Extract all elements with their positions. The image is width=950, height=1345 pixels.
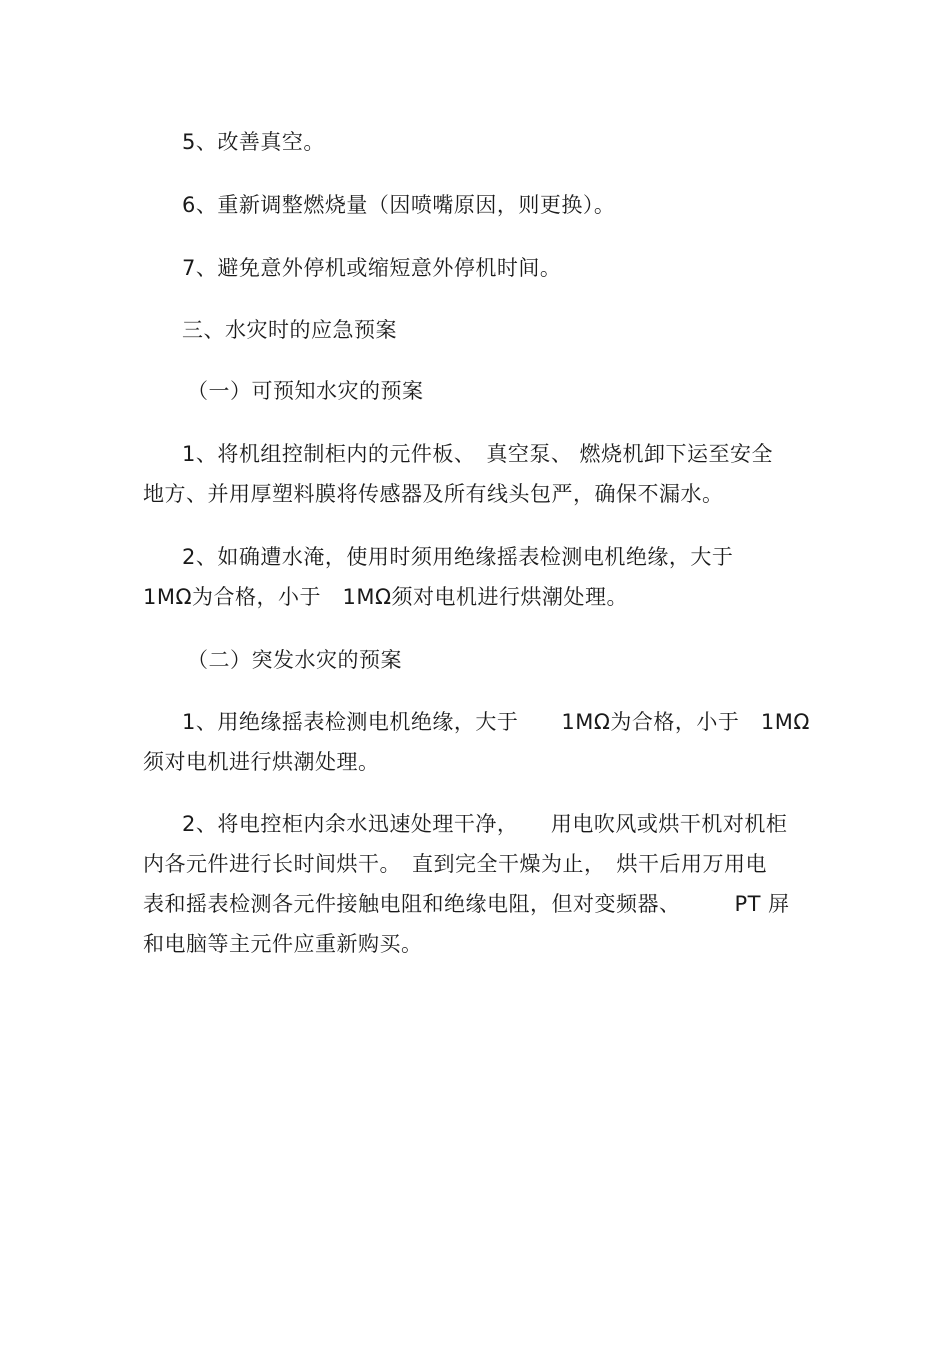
paragraph-line: 和电脑等主元件应重新购买。 xyxy=(143,932,423,956)
paragraph-item-6 xyxy=(143,185,813,225)
subsection-heading-2 xyxy=(143,640,813,680)
paragraph-line: 1、用绝缘摇表检测电机绝缘，大于 1MΩ为合格，小于 1MΩ xyxy=(182,710,810,734)
section-heading-3 xyxy=(143,310,813,350)
paragraph-item-5 xyxy=(143,122,813,162)
paragraph-line: 2、将电控柜内余水迅速处理干净， 用电吹风或烘干机对机柜 xyxy=(182,812,788,836)
subsection-heading: （二）突发水灾的预案 xyxy=(187,648,402,672)
paragraph-line: 1MΩ为合格，小于 1MΩ须对电机进行烘潮处理。 xyxy=(143,585,629,609)
paragraph-line: 2、如确遭水淹，使用时须用绝缘摇表检测电机绝缘，大于 xyxy=(182,545,734,569)
paragraph-sub1-item-1 xyxy=(143,434,813,514)
paragraph-line: 5、改善真空。 xyxy=(182,130,325,154)
section-heading: 三、水灾时的应急预案 xyxy=(182,318,397,342)
paragraph-line: 6、重新调整燃烧量（因喷嘴原因，则更换）。 xyxy=(182,193,616,217)
paragraph-line: 地方、并用厚塑料膜将传感器及所有线头包严，确保不漏水。 xyxy=(143,482,724,506)
paragraph-item-7 xyxy=(143,248,813,288)
paragraph-line: 须对电机进行烘潮处理。 xyxy=(143,750,380,774)
paragraph-line: 内各元件进行长时间烘干。 直到完全干燥为止， 烘干后用万用电 xyxy=(143,852,767,876)
paragraph-line: 1、将机组控制柜内的元件板、 真空泵、 燃烧机卸下运至安全 xyxy=(182,442,774,466)
subsection-heading-1 xyxy=(143,371,813,411)
subsection-heading: （一）可预知水灾的预案 xyxy=(187,379,424,403)
paragraph-line: 7、避免意外停机或缩短意外停机时间。 xyxy=(182,256,562,280)
paragraph-line: 表和摇表检测各元件接触电阻和绝缘电阻，但对变频器、 PT 屏 xyxy=(143,892,790,916)
paragraph-sub2-item-1 xyxy=(143,702,813,782)
paragraph-sub1-item-2 xyxy=(143,537,813,617)
paragraph-sub2-item-2 xyxy=(143,804,813,964)
